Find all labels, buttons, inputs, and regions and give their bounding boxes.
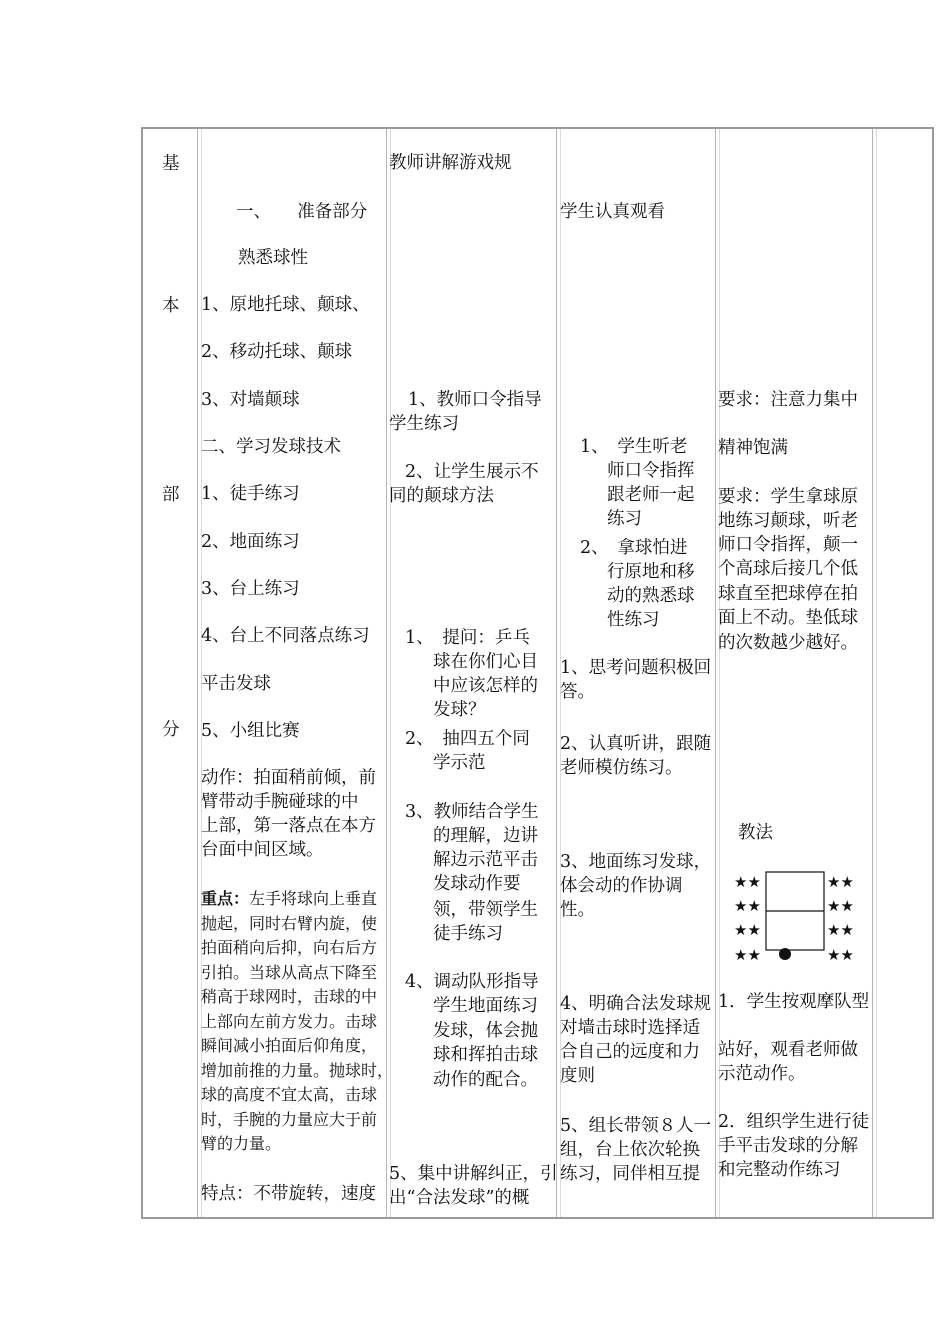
student-text: 行原地和移 (607, 562, 695, 582)
requirement-text: 个高球后接几个低 (718, 559, 858, 579)
student-text: 1、 学生听老 (580, 437, 688, 457)
star-icon: ★★ (827, 897, 854, 915)
column-divider (197, 129, 198, 1217)
column-divider (872, 129, 873, 1217)
teacher-text: 学示范 (433, 753, 486, 773)
list-item: 2、移动托球、颠球 (201, 342, 353, 362)
teacher-text: 出“合法发球”的概 (389, 1188, 530, 1208)
list-item: 平击发球 (201, 674, 271, 694)
teacher-text: 2、 抽四五个同 (405, 729, 530, 749)
teacher-text: 发球，体会抛 (433, 1021, 538, 1041)
feature-text: 特点：不带旋转，速度 (201, 1184, 376, 1204)
list-item: 1、原地托球、颠球、 (201, 295, 370, 315)
requirement-text: 球直至把球停在拍 (718, 584, 858, 604)
teacher-text: 动作的配合。 (433, 1070, 538, 1090)
list-item: 5、小组比赛 (201, 721, 300, 741)
requirement-text: 要求：注意力集中 (718, 390, 858, 410)
formation-diagram (734, 870, 864, 962)
requirement-text: 的次数越少越好。 (718, 633, 858, 653)
student-text: 1、思考问题积极回 (560, 658, 712, 678)
student-text: 师口令指挥 (607, 461, 695, 481)
requirement-text: 要求：学生拿球原 (718, 487, 858, 507)
student-text: 5、组长带领８人一 (560, 1116, 712, 1136)
student-text: 练习 (607, 509, 642, 529)
requirement-text: 面上不动。垫低球 (718, 608, 858, 628)
star-icon: ★★ (734, 897, 761, 915)
column-divider (556, 129, 557, 1217)
key-point-text: 左手将球向上垂直 (249, 889, 378, 908)
student-text: 合自己的远度和力 (560, 1042, 700, 1062)
teacher-text: 中应该怎样的 (433, 676, 538, 696)
column-divider (390, 129, 391, 1217)
student-text: 老师模仿练习。 (560, 758, 683, 778)
key-point-line: 稍高于球网时，击球的中 (201, 987, 378, 1006)
student-text: 动的熟悉球 (607, 586, 695, 606)
student-text: 度则 (560, 1066, 595, 1086)
teacher-text: 3、教师结合学生 (405, 802, 539, 822)
requirement-text: 地练习颠球，听老 (718, 511, 858, 531)
student-text: 3、地面练习发球， (560, 852, 712, 872)
key-point-line: 拍面稍向后抑，向右后方 (201, 938, 378, 957)
teacher-text: 学生练习 (389, 414, 459, 434)
key-point-line: 球的高度不宜太高，击球 (201, 1085, 378, 1104)
star-icon: ★★ (734, 946, 761, 962)
teacher-text: 徒手练习 (433, 924, 503, 944)
method-text: 2．组织学生进行徒 (718, 1112, 870, 1132)
student-text: 2、 拿球怕进 (580, 538, 688, 558)
student-text: 对墙击球时选择适 (560, 1018, 700, 1038)
key-point-line: 瞬间减小拍面后仰角度， (201, 1036, 378, 1055)
teacher-text: 教师讲解游戏规 (389, 153, 512, 173)
teacher-text: 领，带领学生 (433, 900, 538, 920)
method-text: 手平击发球的分解 (718, 1136, 858, 1156)
teacher-text: 学生地面练习 (433, 996, 538, 1016)
key-point-line: 上部向左前方发力。击球 (201, 1012, 378, 1031)
star-icon: ★★ (827, 873, 854, 891)
student-text: 学生认真观看 (560, 202, 665, 222)
teacher-text: 2、让学生展示不 (405, 462, 539, 482)
action-text: 上部，第一落点在本方 (201, 816, 376, 836)
requirement-text: 精神饱满 (718, 438, 788, 458)
student-text: 跟老师一起 (607, 485, 695, 505)
teacher-text: 的理解，边讲 (433, 826, 538, 846)
key-point-line: 臂的力量。 (201, 1134, 282, 1153)
action-text: 臂带动手腕碰球的中 (201, 792, 359, 812)
teacher-text: 球在你们心目 (433, 652, 538, 672)
method-text: 和完整动作练习 (718, 1160, 841, 1180)
list-item: 4、台上不同落点练习 (201, 626, 370, 646)
sub-heading: 熟悉球性 (238, 248, 308, 268)
row-label-char: 部 (162, 485, 180, 505)
row-label-char: 分 (162, 720, 180, 740)
student-text: 2、认真听讲，跟随 (560, 734, 712, 754)
teacher-text: 发球动作要 (433, 874, 521, 894)
student-text: 体会动的作协调 (560, 876, 683, 896)
teacher-text: 4、调动队形指导 (405, 972, 539, 992)
teacher-text: 5、集中讲解纠正，引 (389, 1164, 558, 1184)
teacher-text: 解边示范平击 (433, 850, 538, 870)
key-point-label: 重点： (201, 889, 250, 908)
section-heading: 一、 准备部分 (236, 202, 368, 222)
section-heading: 二、学习发球技术 (201, 437, 341, 457)
star-icon: ★★ (734, 873, 761, 891)
requirement-text: 师口令指挥，颠一 (718, 535, 858, 555)
column-divider (876, 129, 877, 1217)
teacher-text: 同的颠球方法 (389, 486, 494, 506)
student-text: 答。 (560, 682, 595, 702)
action-text: 动作：拍面稍前倾，前 (201, 768, 376, 788)
star-icon: ★★ (827, 946, 854, 962)
star-icon: ★★ (734, 921, 761, 939)
formation-svg (734, 870, 864, 962)
key-point-line: 时，手腕的力量应大于前 (201, 1110, 378, 1129)
student-text: 练习，同伴相互提 (560, 1164, 700, 1184)
teacher-text: 1、 提问：乒乓 (405, 628, 530, 648)
method-text: 1．学生按观摩队型 (718, 992, 870, 1012)
student-text: 性练习 (607, 610, 660, 630)
method-text: 示范动作。 (718, 1064, 806, 1084)
action-text: 台面中间区域。 (201, 840, 324, 860)
student-text: 性。 (560, 900, 595, 920)
ball-icon (779, 948, 791, 960)
key-point-line: 引拍。当球从高点下降至 (201, 963, 378, 982)
column-divider (715, 129, 716, 1217)
row-label-char: 基 (162, 154, 180, 174)
teacher-text: 1、教师口令指导 (408, 390, 542, 410)
student-text: 组，台上依次轮换 (560, 1140, 700, 1160)
list-item: 1、徒手练习 (201, 484, 300, 504)
column-divider (386, 129, 387, 1217)
list-item: 3、对墙颠球 (201, 390, 300, 410)
teacher-text: 发球？ (433, 700, 486, 720)
list-item: 2、地面练习 (201, 532, 300, 552)
student-text: 4、明确合法发球规 (560, 994, 712, 1014)
key-point-line: 增加前推的力量。抛球时， (201, 1061, 394, 1080)
teacher-text: 球和挥拍击球 (433, 1045, 538, 1065)
row-label-char: 本 (162, 296, 180, 316)
list-item: 3、台上练习 (201, 579, 300, 599)
key-point-line (201, 887, 377, 912)
key-point-line: 抛起，同时右臂内旋，使 (201, 914, 378, 933)
star-icon: ★★ (827, 921, 854, 939)
method-text: 站好，观看老师做 (718, 1040, 858, 1060)
method-heading: 教法 (738, 823, 773, 843)
